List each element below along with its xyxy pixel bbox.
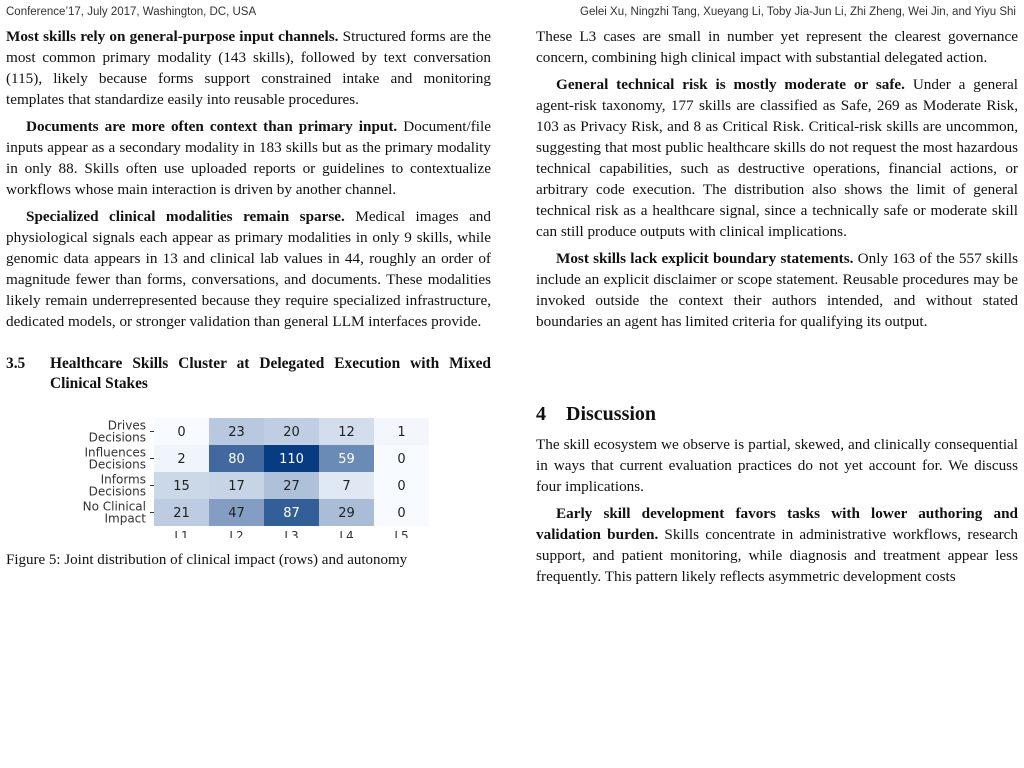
heatmap-value-label: 20 [283, 425, 300, 440]
paragraph-boundary-statements [536, 248, 1018, 332]
heatmap-value-label: 7 [342, 479, 351, 494]
right-column [536, 26, 1018, 593]
heatmap-chart [6, 418, 491, 538]
paragraph-discussion-intro: The skill ecosystem we observe is partial, skewed, and clinically consequential in ways that current evaluation practices do not yet account for. We discuss four implications. [536, 436, 1018, 495]
heatmap-row-label: Informs [100, 472, 146, 487]
paragraph-lead: General technical risk is mostly moderate or safe. [556, 76, 905, 93]
section-title: Discussion [566, 403, 657, 425]
paragraph-lead: Documents are more often context than primary input. [26, 118, 398, 135]
heatmap-row-label: Decisions [88, 430, 146, 445]
heatmap-row-label: No Clinical [82, 499, 146, 514]
heatmap-value-label: 87 [283, 506, 300, 521]
heatmap-value-label: 80 [228, 452, 245, 467]
heatmap-value-label: 0 [397, 506, 406, 521]
heatmap-row-label: Influences [84, 445, 146, 460]
heatmap-value-label: 0 [177, 425, 186, 440]
heatmap-value-label: 21 [173, 506, 190, 521]
running-header-right: Gelei Xu, Ningzhi Tang, Xueyang Li, Toby Jia-Jun Li, Zhi Zheng, Wei Jin, and Yiyu Shi [580, 6, 1016, 18]
paragraph-clinical-modalities [6, 206, 491, 332]
heatmap-row-label: Decisions [88, 457, 146, 472]
paragraph-lead: Most skills lack explicit boundary statements. [556, 250, 854, 267]
paragraph-technical-risk [536, 74, 1018, 242]
paragraph-lead: Most skills rely on general-purpose input channels. [6, 28, 339, 45]
heatmap-value-label: 23 [228, 425, 245, 440]
subsection-number: 3.5 [6, 355, 26, 372]
left-column [6, 26, 491, 570]
heatmap-row-label: Impact [104, 511, 146, 526]
heatmap-value-label: 0 [397, 479, 406, 494]
heatmap-figure [6, 418, 491, 544]
heatmap-value-label: 29 [338, 506, 355, 521]
heatmap-value-label: 59 [338, 452, 355, 467]
heatmap-value-label: 0 [397, 452, 406, 467]
paragraph-body: Skills concentrate in administrative workflows, research support, and patient monitoring, while diagnosis and treatment appear less frequently. This pattern likely reflects asymmetric development costs [536, 526, 1018, 585]
paragraph-lead: Specialized clinical modalities remain sparse. [26, 208, 345, 225]
heatmap-column-label: L3 [284, 529, 299, 538]
paragraph-l3-cases: These L3 cases are small in number yet represent the clearest governance concern, combining high clinical impact with substantial delegated action. [536, 28, 1018, 66]
heatmap-column-label: L5 [394, 529, 409, 538]
paragraph-input-channels [6, 26, 491, 110]
paragraph-body: Under a general agent-risk taxonomy, 177 skills are classified as Safe, 269 as Moderate Risk, 103 as Privacy Risk, and 8 as Critical Risk. Critical-risk skills are uncommon, suggesting that most public healthcare skills do not request the most hazardous technical capabilities, such as destructive operations, financial actions, or arbitrary code execution. The distribution also shows the limit of general technical risk as a healthcare signal, since a technically safe or moderate skill can still produce outputs with clinical implications. [536, 76, 1018, 240]
heatmap-row-label: Decisions [88, 484, 146, 499]
subsection-heading [6, 354, 491, 394]
paragraph-lead: Early skill development favors tasks with lower authoring and validation burden. [536, 505, 1018, 543]
heatmap-value-label: 27 [283, 479, 300, 494]
heatmap-column-label: L1 [174, 529, 189, 538]
paragraph-documents [6, 116, 491, 200]
heatmap-row-label: Drives [107, 418, 146, 433]
running-header-left: Conference’17, July 2017, Washington, DC, USA [6, 6, 257, 18]
heatmap-column-label: L2 [229, 529, 244, 538]
heatmap-value-label: 15 [173, 479, 190, 494]
heatmap-value-label: 110 [279, 452, 304, 467]
heatmap-value-label: 12 [338, 425, 355, 440]
heatmap-value-label: 17 [228, 479, 245, 494]
figure-caption: Figure 5: Joint distribution of clinical impact (rows) and autonomy [6, 552, 408, 568]
heatmap-value-label: 2 [177, 452, 186, 467]
heatmap-value-label: 47 [228, 506, 245, 521]
heatmap-value-label: 1 [397, 425, 406, 440]
paragraph-body: Structured forms are the most common primary modality (143 skills), followed by text conversation (115), likely because forms support constrained intake and monitoring templates that standardize easily into reusable procedures. [6, 28, 491, 108]
section-heading [536, 402, 1018, 426]
paragraph-body: Document/file inputs appear as a secondary modality in 183 skills but as the primary modality in only 88. Skills often use uploaded reports or guidelines to contextualize workflows whose main interaction is driven by another channel. [6, 118, 491, 198]
section-number: 4 [536, 403, 546, 425]
paragraph-body: Medical images and physiological signals each appear as primary modalities in only 9 skills, while genomic data appears in 13 and clinical lab values in 44, roughly an order of magnitude fewer than forms, conversations, and documents. These modalities likely remain underrepresented because they require specialized infrastructure, dedicated models, or stronger validation than general LLM interfaces provide. [6, 208, 491, 330]
heatmap-column-label: L4 [339, 529, 354, 538]
paragraph-skill-development [536, 503, 1018, 587]
subsection-title: Healthcare Skills Cluster at Delegated Execution with Mixed Clinical Stakes [50, 355, 491, 392]
paragraph-body: Only 163 of the 557 skills include an explicit disclaimer or scope statement. Reusable procedures may be invoked outside the context their authors intended, and without stated boundaries an agent has limited criteria for qualifying its output. [536, 250, 1018, 330]
